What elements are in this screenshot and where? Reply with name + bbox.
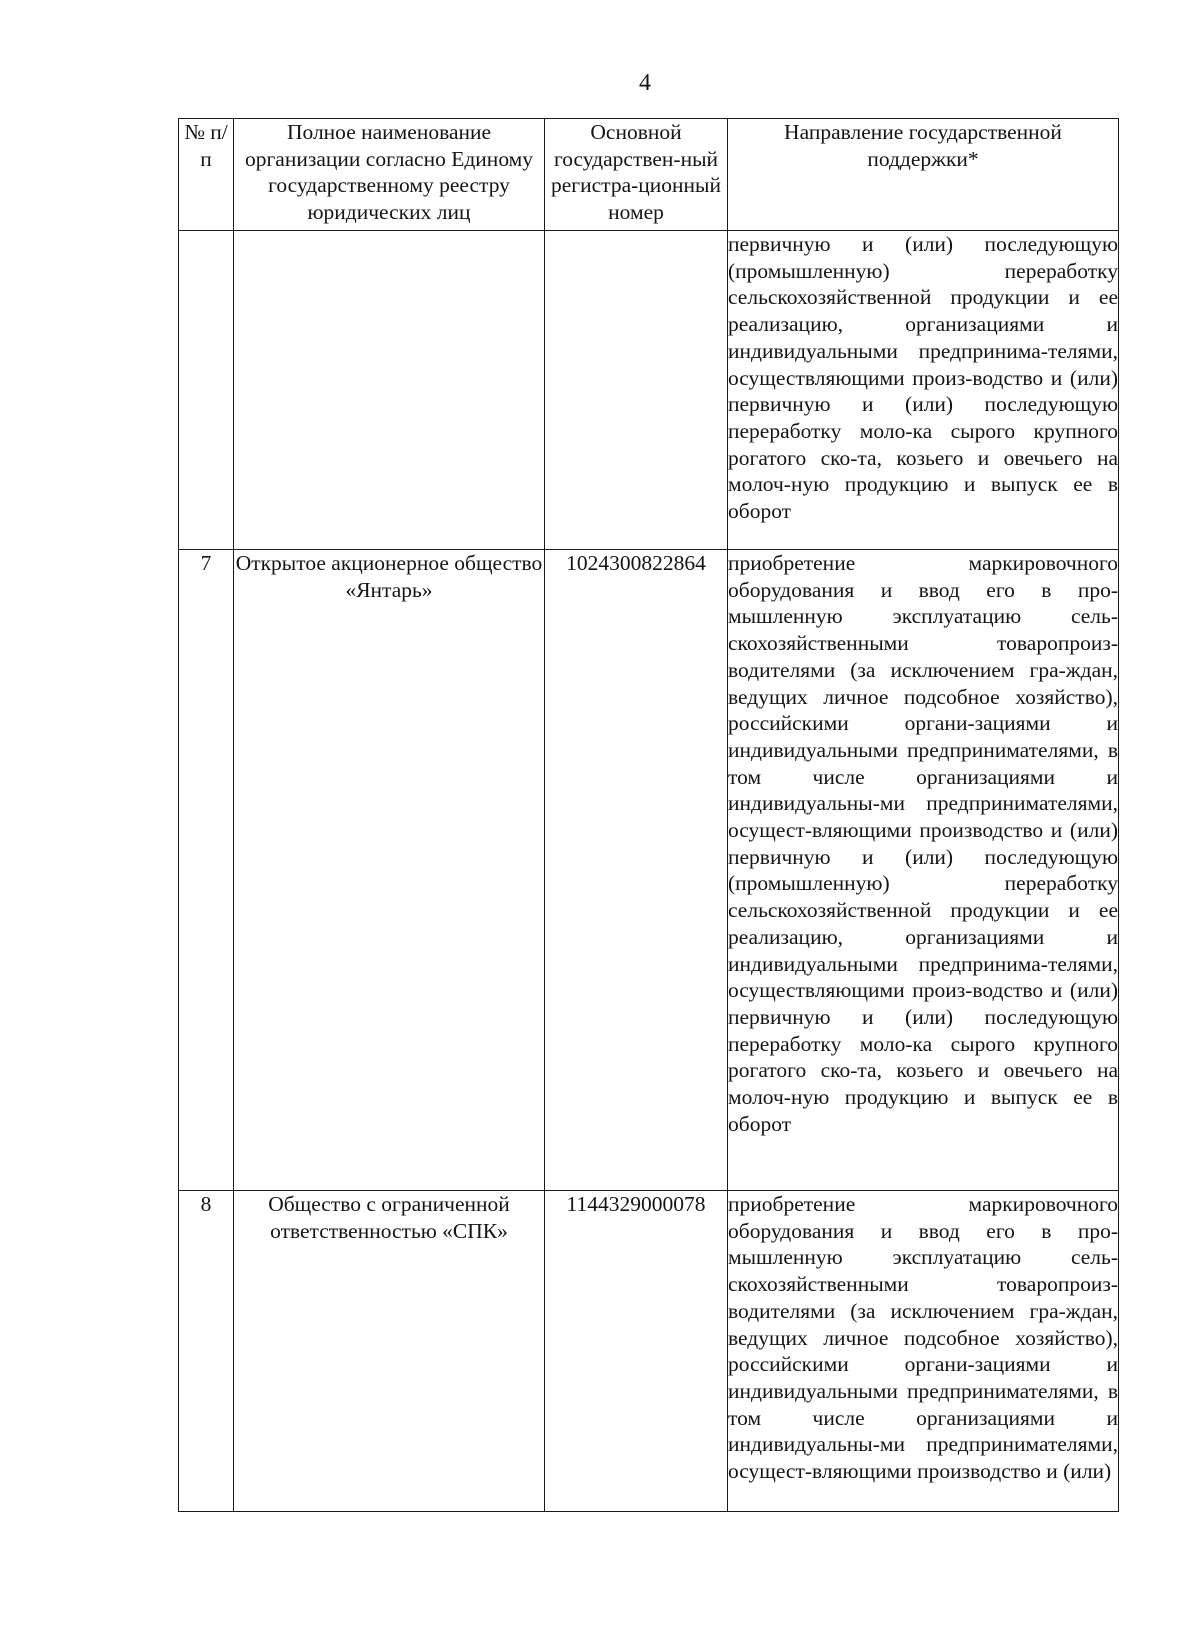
- header-direction-text: Направление государственной поддержки*: [784, 120, 1062, 171]
- row-ogrn: 1144329000078: [545, 1191, 728, 1512]
- page-number: 4: [639, 70, 651, 96]
- header-name: [234, 119, 545, 231]
- table-row: [179, 550, 1119, 1191]
- row-num: [179, 231, 234, 550]
- row-num: 7: [179, 550, 234, 1191]
- row-org-name: Открытое акционерное общество «Янтарь»: [234, 550, 545, 1191]
- header-num: [179, 119, 234, 231]
- table-row: [179, 1191, 1119, 1512]
- row-support-direction: приобретение маркировочного оборудования и ввод его в про-мышленную эксплуатацию сель-скохозяйственными товаропроиз-водителями (за исключением гра-ждан, ведущих личное подсобное хозяйство), российскими органи-зациями и индивидуальными предпринимателями, в том числе организациями и индивидуальны-ми предпринимателями, осущест-вляющими производство и (или): [728, 1191, 1119, 1512]
- header-name-text: Полное наименование организации согласно Единому государственному реестру юридических лиц: [244, 120, 534, 224]
- row-num: 8: [179, 1191, 234, 1512]
- header-ogrn-text: Основной государствен-ный регистра-ционный номер: [551, 120, 721, 224]
- table-row: [179, 231, 1119, 550]
- row-org-name: [234, 231, 545, 550]
- row-org-name: Общество с ограниченной ответственностью «СПК»: [234, 1191, 545, 1512]
- header-row: [179, 119, 1119, 231]
- row-ogrn: 1024300822864: [545, 550, 728, 1191]
- header-num-text: № п/п: [184, 120, 228, 171]
- row-ogrn: [545, 231, 728, 550]
- header-ogrn: [545, 119, 728, 231]
- organizations-table: [178, 118, 1119, 1512]
- table-header: [179, 119, 1119, 231]
- row-support-direction: приобретение маркировочного оборудования и ввод его в про-мышленную эксплуатацию сель-скохозяйственными товаропроиз-водителями (за исключением гра-ждан, ведущих личное подсобное хозяйство), российскими органи-зациями и индивидуальными предпринимателями, в том числе организациями и индивидуальны-ми предпринимателями, осущест-вляющими производство и (или) первичную и (или) последующую (промышленную) переработку сельскохозяйственной продукции и ее реализацию, организациями и индивидуальными предпринима-телями, осуществляющими произ-водство и (или) первичную и (или) последующую переработку моло-ка сырого крупного рогатого ско-та, козьего и овечьего на молоч-ную продукцию и выпуск ее в оборот: [728, 550, 1119, 1191]
- row-support-direction: первичную и (или) последующую (промышленную) переработку сельскохозяйственной продукции и ее реализацию, организациями и индивидуальными предпринима-телями, осуществляющими произ-водство и (или) первичную и (или) последующую переработку моло-ка сырого крупного рогатого ско-та, козьего и овечьего на молоч-ную продукцию и выпуск ее в оборот: [728, 231, 1119, 550]
- header-direction: [728, 119, 1119, 231]
